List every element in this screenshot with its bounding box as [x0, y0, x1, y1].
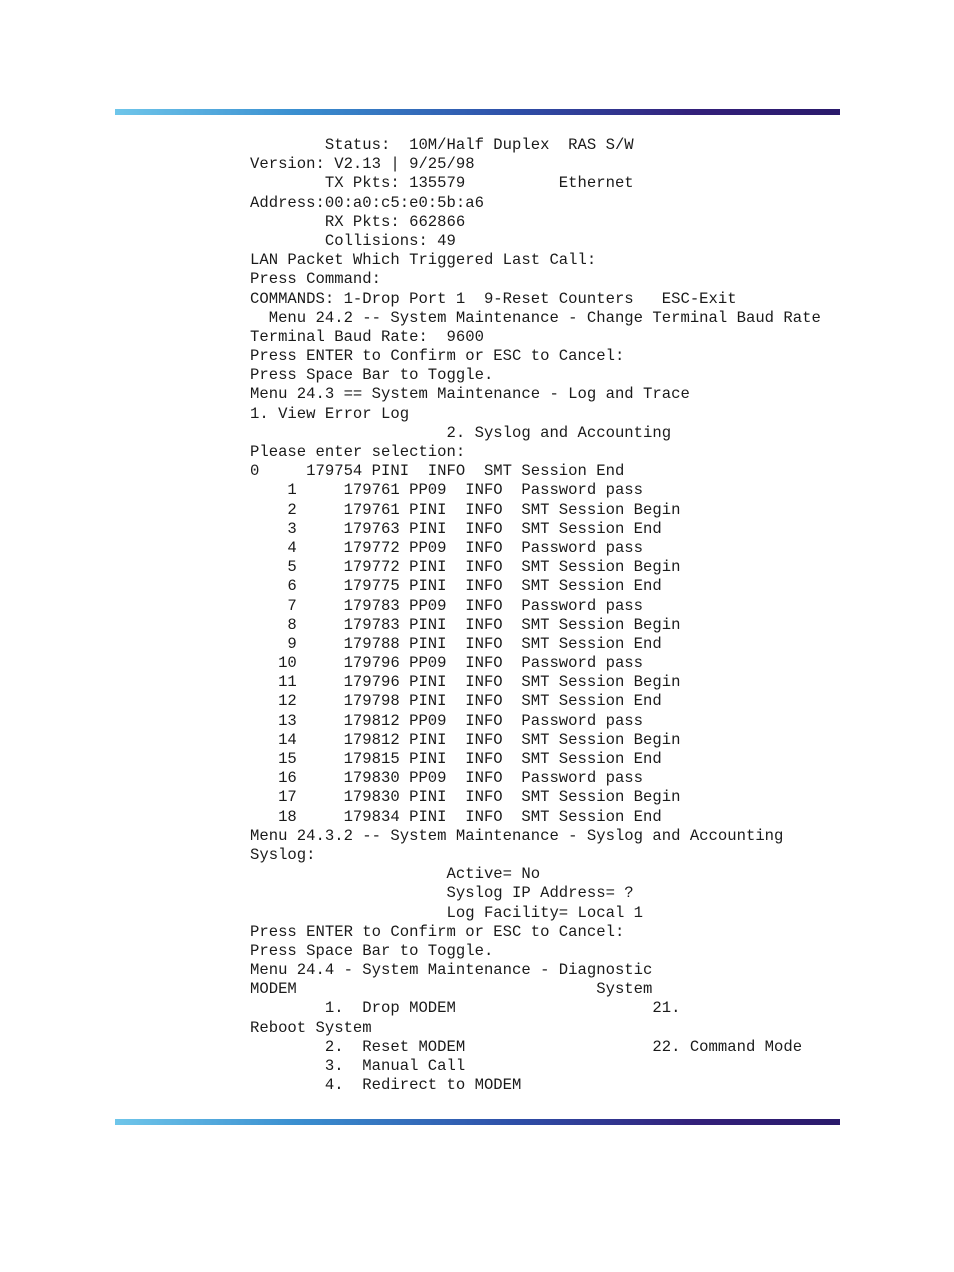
log-row: 2 179761 PINI INFO SMT Session Begin — [250, 500, 681, 519]
terminal-line: Reboot System — [250, 1018, 372, 1037]
log-row: 18 179834 PINI INFO SMT Session End — [250, 807, 662, 826]
terminal-line: MODEM System — [250, 980, 653, 999]
footer-rule — [115, 1119, 840, 1125]
terminal-line: Menu 24.2 -- System Maintenance - Change Terminal Baud Rate — [250, 308, 821, 327]
log-row: 11 179796 PINI INFO SMT Session Begin — [250, 673, 681, 692]
log-row: 8 179783 PINI INFO SMT Session Begin — [250, 615, 681, 634]
terminal-line: Active= No — [250, 865, 541, 884]
terminal-line: Menu 24.4 - System Maintenance - Diagnostic — [250, 961, 653, 980]
terminal-line: 1. View Error Log — [250, 404, 410, 423]
terminal-line: Menu 24.3.2 -- System Maintenance - Syslog and Accounting — [250, 826, 784, 845]
terminal-line: Press Command: — [250, 270, 382, 289]
log-row: 10 179796 PP09 INFO Password pass — [250, 654, 644, 673]
log-row: 4 179772 PP09 INFO Password pass — [250, 538, 644, 557]
terminal-line: COMMANDS: 1-Drop Port 1 9-Reset Counters ESC-Exit — [250, 289, 737, 308]
log-row: 7 179783 PP09 INFO Password pass — [250, 596, 644, 615]
log-row: 15 179815 PINI INFO SMT Session End — [250, 750, 662, 768]
terminal-line: 2. Syslog and Accounting — [250, 423, 672, 442]
terminal-line: Press ENTER to Confirm or ESC to Cancel: — [250, 922, 625, 941]
terminal-line: Press Space Bar to Toggle. — [250, 366, 494, 385]
terminal-line: 4. Redirect to MODEM — [250, 1076, 522, 1095]
log-row: 13 179812 PP09 INFO Password pass — [250, 711, 644, 730]
terminal-line: 1. Drop MODEM 21. — [250, 999, 681, 1018]
log-row: 16 179830 PP09 INFO Password pass — [250, 769, 644, 788]
terminal-line: Syslog IP Address= ? — [250, 884, 634, 903]
log-row: 0 179754 PINI INFO SMT Session End — [250, 462, 625, 481]
log-row: 17 179830 PINI INFO SMT Session Begin — [250, 788, 681, 807]
terminal-output — [250, 136, 850, 1095]
terminal-line: 3. Manual Call — [250, 1057, 466, 1075]
terminal-line: LAN Packet Which Triggered Last Call: — [250, 251, 597, 270]
terminal-line: Collisions: 49 — [250, 231, 456, 250]
terminal-line: Version: V2.13 | 9/25/98 — [250, 155, 475, 174]
log-row: 3 179763 PINI INFO SMT Session End — [250, 519, 662, 538]
terminal-line: 2. Reset MODEM 22. Command Mode — [250, 1037, 803, 1056]
log-row: 14 179812 PINI INFO SMT Session Begin — [250, 730, 681, 749]
terminal-line: Please enter selection: — [250, 443, 466, 461]
terminal-line: Menu 24.3 == System Maintenance - Log and Trace — [250, 385, 690, 404]
terminal-line: Press Space Bar to Toggle. — [250, 941, 494, 960]
terminal-line: Address:00:a0:c5:e0:5b:a6 — [250, 193, 484, 212]
header-rule — [115, 109, 840, 115]
terminal-line: Status: 10M/Half Duplex RAS S/W — [250, 136, 634, 154]
log-row: 6 179775 PINI INFO SMT Session End — [250, 577, 662, 596]
terminal-line: Press ENTER to Confirm or ESC to Cancel: — [250, 347, 625, 366]
terminal-line: Terminal Baud Rate: 9600 — [250, 327, 484, 346]
terminal-line: Log Facility= Local 1 — [250, 903, 644, 922]
log-row: 5 179772 PINI INFO SMT Session Begin — [250, 558, 681, 577]
log-row: 12 179798 PINI INFO SMT Session End — [250, 692, 662, 711]
log-row: 1 179761 PP09 INFO Password pass — [250, 481, 644, 500]
log-row: 9 179788 PINI INFO SMT Session End — [250, 634, 662, 653]
terminal-line: TX Pkts: 135579 Ethernet — [250, 174, 634, 193]
terminal-line: Syslog: — [250, 845, 316, 864]
terminal-line: RX Pkts: 662866 — [250, 212, 466, 231]
